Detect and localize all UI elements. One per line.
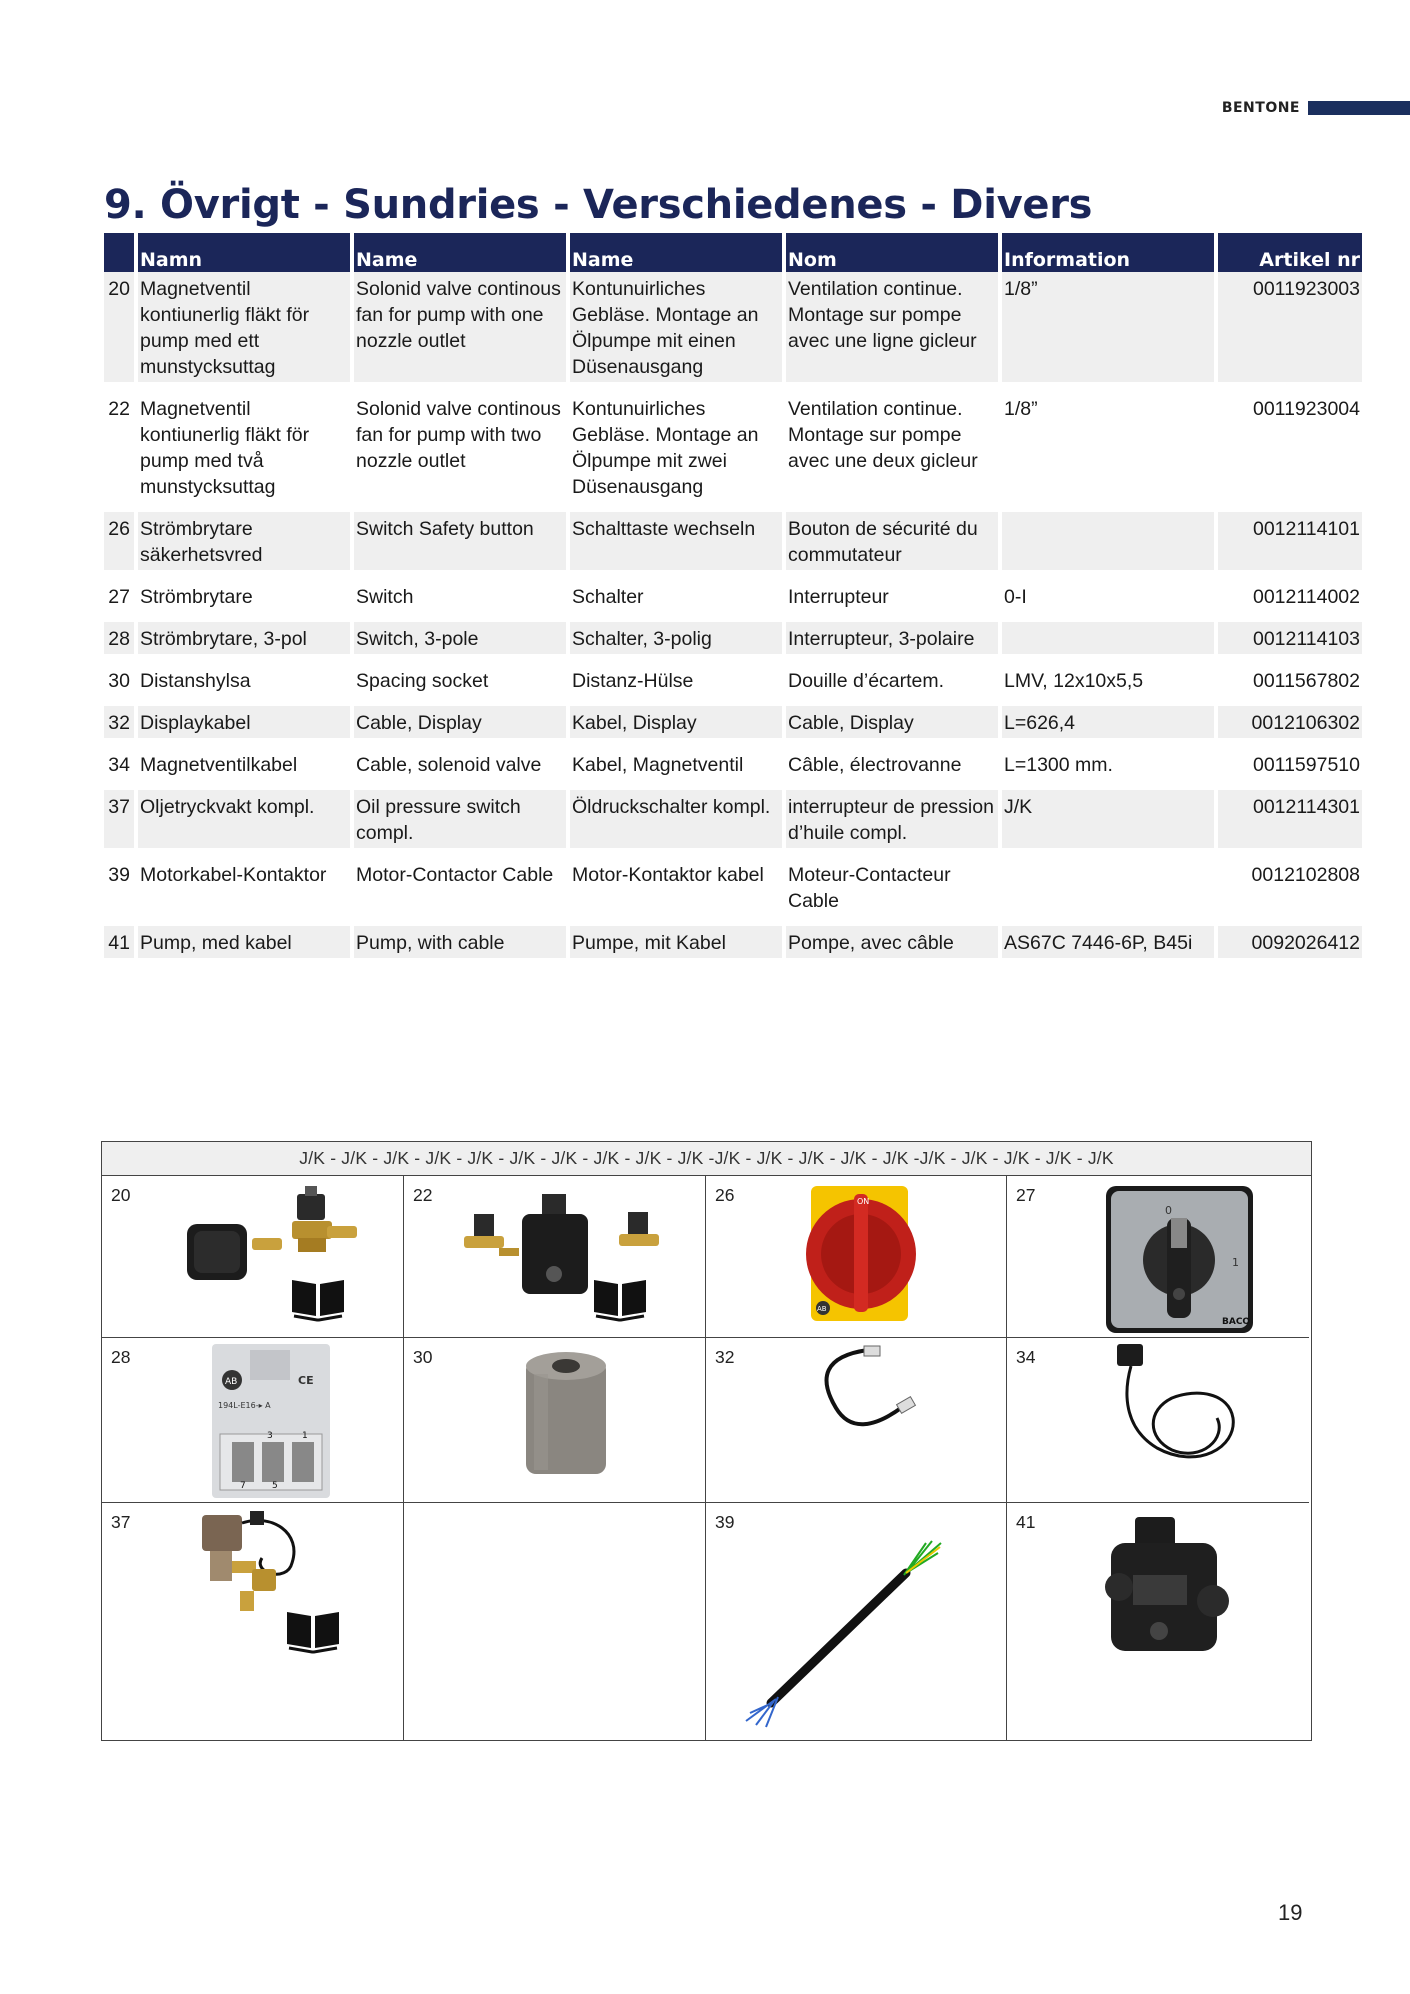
header-nr [104, 233, 134, 272]
spacer-cell [786, 916, 998, 926]
spacer-cell [138, 502, 350, 512]
information-cell [1002, 858, 1214, 916]
coiled-cable-shape [1127, 1366, 1233, 1457]
article-number-cell: 0011597510 [1252, 754, 1360, 776]
spacer-cell [104, 848, 134, 858]
row-spacer [104, 654, 1362, 664]
name-de-cell: Kabel, Magnetventil [572, 754, 744, 776]
spacer-cell [1002, 738, 1214, 748]
name-en-cell: Cable, Display [354, 706, 566, 738]
spacer-cell [138, 570, 350, 580]
model-text: 194L-E16-▸ A [218, 1401, 271, 1410]
name-en-cell: Pump, with cable [354, 926, 566, 958]
mark-1-text: 1 [1232, 1256, 1239, 1269]
spacer-cell [570, 848, 782, 858]
spacer-cell [104, 654, 134, 664]
spacer-cell [1218, 738, 1362, 748]
name-en-cell: Spacing socket [356, 670, 489, 692]
item-number-cell: 22 [108, 398, 130, 420]
spacer-cell [138, 382, 350, 392]
information-cell: 1/8” [1004, 398, 1038, 420]
spacer-cell [1002, 612, 1214, 622]
name-en-cell: Switch Safety button [354, 512, 566, 570]
header-namn: Namn [138, 233, 350, 272]
spacer-cell [1218, 848, 1362, 858]
spacer-cell [1002, 502, 1214, 512]
gallery-cell-label: 27 [1016, 1185, 1036, 1205]
name-fr-cell: Ventilation continue. Montage sur pompe avec une deux gicleur [788, 398, 978, 472]
spacer-cell [354, 780, 566, 790]
information-cell: L=1300 mm. [1004, 754, 1113, 776]
table-row [104, 748, 1362, 780]
table-row [104, 622, 1362, 654]
spacer-cell [354, 570, 566, 580]
gallery-cell-label: 20 [111, 1185, 131, 1205]
cable-shape [771, 1573, 906, 1703]
manual-book-icon [594, 1280, 646, 1320]
gallery-grid [102, 1176, 1311, 1740]
gallery-cell-26 [706, 1176, 1007, 1338]
spacer-cell [570, 570, 782, 580]
name-en-cell: Switch [356, 586, 414, 608]
cable-shape [827, 1350, 901, 1424]
spacer-cell [1218, 696, 1362, 706]
brand-bar [1308, 101, 1410, 115]
table-row [104, 790, 1362, 848]
name-fr-cell: Moteur-Contacteur Cable [788, 864, 951, 912]
spacer-cell [1218, 612, 1362, 622]
spacer-cell [354, 654, 566, 664]
spacer-cell [1218, 780, 1362, 790]
spacer-cell [570, 780, 782, 790]
name-en-cell: Motor-Contactor Cable [356, 864, 554, 886]
item-number-cell: 39 [108, 864, 130, 886]
name-fr-cell: Douille d’écartem. [788, 670, 945, 692]
name-sv-cell: Displaykabel [138, 706, 350, 738]
article-number-cell: 0012102808 [1251, 864, 1360, 886]
spacer-cell [138, 696, 350, 706]
name-de-cell: Kabel, Display [570, 706, 782, 738]
gallery-cell-22 [404, 1176, 706, 1338]
spacer-cell [786, 696, 998, 706]
spacer-cell [354, 696, 566, 706]
name-sv-cell: Magnetventil kontiunerlig fläkt för pump med ett munstycksuttag [138, 272, 350, 382]
information-cell [1002, 622, 1214, 654]
table-row [104, 926, 1362, 958]
page-number: 19 [1278, 1900, 1303, 1925]
name-fr-cell: interrupteur de pression d’huile compl. [786, 790, 998, 848]
t7-text: 7 [240, 1481, 246, 1491]
spacer-cell [570, 654, 782, 664]
item-number-cell: 20 [104, 272, 134, 382]
pump-body-shape [522, 1214, 588, 1294]
spacer-cell [138, 654, 350, 664]
spacer-cell [354, 848, 566, 858]
tee-fitting-shape [252, 1569, 276, 1591]
spacer-cell [786, 382, 998, 392]
gallery-cell-label: 22 [413, 1185, 433, 1205]
gallery-cell-label: 26 [715, 1185, 735, 1205]
table-header-row [104, 233, 1362, 272]
handle-shape [854, 1194, 868, 1312]
pump-body-shape [187, 1224, 247, 1280]
name-sv-cell: Motorkabel-Kontaktor [140, 864, 327, 886]
item-number-cell: 37 [104, 790, 134, 848]
baco-text: BACO [1222, 1317, 1251, 1327]
spacer-cell [104, 612, 134, 622]
spacer-cell [786, 848, 998, 858]
oil-pump-photo [1007, 1503, 1309, 1740]
article-number-cell: 0012114101 [1218, 512, 1362, 570]
name-en-cell: Cable, solenoid valve [356, 754, 542, 776]
gallery-cell-30 [404, 1338, 706, 1503]
gallery-cell-32 [706, 1338, 1007, 1503]
name-fr-cell: Interrupteur [788, 586, 889, 608]
header-nom: Nom [786, 233, 998, 272]
manual-book-icon [287, 1612, 339, 1652]
name-sv-cell: Strömbrytare [140, 586, 253, 608]
row-spacer [104, 612, 1362, 622]
ab-logo-text: AB [817, 1305, 827, 1313]
name-en-cell: Switch, 3-pole [354, 622, 566, 654]
oil-pressure-switch-photo [102, 1503, 404, 1740]
header-name-en: Name [354, 233, 566, 272]
spacer-cell [570, 696, 782, 706]
name-de-cell: Kontunuirliches Gebläse. Montage an Ölpumpe mit einen Düsenausgang [570, 272, 782, 382]
table-row [104, 706, 1362, 738]
row-spacer [104, 916, 1362, 926]
spacer-cell [138, 738, 350, 748]
spacer-cell [1218, 502, 1362, 512]
wire-ends-shape [746, 1697, 778, 1727]
spacer-cell [786, 654, 998, 664]
name-sv-cell: Magnetventil kontiunerlig fläkt för pump med två munstycksuttag [140, 398, 310, 498]
name-de-cell: Kontunuirliches Gebläse. Montage an Ölpumpe mit zwei Düsenausgang [572, 398, 759, 498]
manual-book-icon [292, 1280, 344, 1320]
table-row [104, 580, 1362, 612]
spacer-cell [138, 916, 350, 926]
spacer-cell [1002, 780, 1214, 790]
spacer-cell [570, 916, 782, 926]
spacer-cell [570, 502, 782, 512]
gallery-cell-label: 34 [1016, 1347, 1036, 1367]
spacer-cell [1002, 382, 1214, 392]
name-de-cell: Schalter [572, 586, 644, 608]
row-spacer [104, 848, 1362, 858]
coil-shape [1135, 1517, 1175, 1547]
table-row [104, 858, 1362, 916]
spacer-cell [1218, 382, 1362, 392]
name-fr-cell: Câble, électrovanne [788, 754, 962, 776]
brand [1222, 100, 1410, 116]
name-sv-cell: Distanshylsa [140, 670, 251, 692]
name-de-cell: Pumpe, mit Kabel [570, 926, 782, 958]
spacer-cell [104, 738, 134, 748]
name-sv-cell: Magnetventilkabel [140, 754, 298, 776]
name-fr-cell: Cable, Display [786, 706, 998, 738]
gallery-header: J/K - J/K - J/K - J/K - J/K - J/K - J/K - J/K - J/K - J/K -J/K - J/K - J/K - J/K - J/K -J/K - J/K - J/K - J/K - J/K [102, 1142, 1311, 1176]
row-spacer [104, 696, 1362, 706]
article-number-cell: 0011567802 [1252, 670, 1360, 692]
page-title: 9. Övrigt - Sundries - Verschiedenes - Divers [104, 182, 1093, 228]
information-cell: J/K [1002, 790, 1214, 848]
gallery-cell-label: 30 [413, 1347, 433, 1367]
spacer-cell [786, 502, 998, 512]
name-fr-cell: Pompe, avec câble [786, 926, 998, 958]
name-sv-cell: Pump, med kabel [138, 926, 350, 958]
item-number-cell: 26 [104, 512, 134, 570]
name-de-cell: Öldruckschalter kompl. [570, 790, 782, 848]
item-number-cell: 32 [104, 706, 134, 738]
spacer-cell [354, 916, 566, 926]
item-number-cell: 41 [104, 926, 134, 958]
article-number-cell: 0011923004 [1252, 398, 1360, 420]
name-en-cell: Solonid valve continous fan for pump with two nozzle outlet [356, 398, 561, 472]
spacer-cell [1002, 654, 1214, 664]
article-number-cell: 0012106302 [1218, 706, 1362, 738]
spacer-cell [104, 780, 134, 790]
information-cell: 0-I [1004, 586, 1027, 608]
spacer-cell [786, 570, 998, 580]
spacer-cell [570, 382, 782, 392]
article-number-cell: 0092026412 [1218, 926, 1362, 958]
on-text: ON [857, 1197, 870, 1206]
article-number-cell: 0012114002 [1252, 586, 1360, 608]
name-sv-cell: Strömbrytare, 3-pol [138, 622, 350, 654]
parts-gallery [101, 1141, 1312, 1741]
spacer-cell [570, 738, 782, 748]
information-cell: 1/8” [1002, 272, 1214, 382]
spacer-cell [104, 696, 134, 706]
spacer-cell [1002, 570, 1214, 580]
name-de-cell: Schalter, 3-polig [570, 622, 782, 654]
name-de-cell: Distanz-Hülse [572, 670, 694, 692]
gallery-cell-label: 28 [111, 1347, 131, 1367]
spacer-cell [1002, 848, 1214, 858]
t1-text: 1 [302, 1431, 308, 1441]
motor-contactor-cable-photo [706, 1503, 1008, 1740]
plug-shape [1117, 1344, 1143, 1366]
t5-text: 5 [272, 1481, 278, 1491]
spacer-cell [138, 780, 350, 790]
table-row [104, 512, 1362, 570]
coil-shape [297, 1186, 325, 1220]
spacer-cell [104, 570, 134, 580]
mark-0-text: 0 [1165, 1204, 1172, 1217]
name-en-cell: Oil pressure switch compl. [354, 790, 566, 848]
spacer-cell [138, 612, 350, 622]
ab-logo-text: AB [225, 1377, 238, 1387]
gallery-cell-label: 39 [715, 1512, 735, 1532]
parts-table [100, 233, 1366, 958]
gallery-cell-34 [1007, 1338, 1309, 1503]
item-number-cell: 28 [104, 622, 134, 654]
spacer-cell [786, 780, 998, 790]
article-number-cell: 0012114103 [1218, 622, 1362, 654]
name-fr-cell: Ventilation continue. Montage sur pompe avec une ligne gicleur [786, 272, 998, 382]
name-sv-cell: Strömbrytare säkerhetsvred [138, 512, 350, 570]
article-number-cell: 0012114301 [1218, 790, 1362, 848]
spacer-cell [1218, 916, 1362, 926]
gallery-cell-empty [404, 1503, 706, 1740]
table-row [104, 272, 1362, 382]
spacer-cell [354, 382, 566, 392]
name-sv-cell: Oljetryckvakt kompl. [138, 790, 350, 848]
information-cell: LMV, 12x10x5,5 [1004, 670, 1144, 692]
spacer-cell [786, 612, 998, 622]
spacer-cell [354, 738, 566, 748]
item-number-cell: 30 [108, 670, 130, 692]
gallery-cell-label: 41 [1016, 1512, 1036, 1532]
name-en-cell: Solonid valve continous fan for pump with one nozzle outlet [354, 272, 566, 382]
name-de-cell: Motor-Kontaktor kabel [572, 864, 764, 886]
spacer-cell [354, 612, 566, 622]
item-number-cell: 27 [108, 586, 130, 608]
gallery-cell-28 [102, 1338, 404, 1503]
name-fr-cell: Interrupteur, 3-polaire [786, 622, 998, 654]
spacer-cell [138, 848, 350, 858]
spacer-cell [1002, 916, 1214, 926]
brand-name: BENTONE [1221, 100, 1300, 116]
row-spacer [104, 738, 1362, 748]
information-cell [1002, 512, 1214, 570]
brass-fittings-shape [252, 1221, 357, 1252]
header-artikel-nr: Artikel nr [1218, 233, 1362, 272]
row-spacer [104, 570, 1362, 580]
spacer-cell [104, 916, 134, 926]
row-spacer [104, 382, 1362, 392]
spacer-cell [570, 612, 782, 622]
spacer-cell [1218, 654, 1362, 664]
name-de-cell: Schalttaste wechseln [570, 512, 782, 570]
row-spacer [104, 780, 1362, 790]
spacer-cell [1002, 696, 1214, 706]
gallery-cell-20 [102, 1176, 404, 1338]
spacer-cell [1218, 570, 1362, 580]
information-cell: AS67C 7446-6P, B45i [1002, 926, 1214, 958]
gallery-cell-41 [1007, 1503, 1309, 1740]
information-cell: L=626,4 [1002, 706, 1214, 738]
header-information: Information [1002, 233, 1214, 272]
gallery-cell-39 [706, 1503, 1007, 1740]
item-number-cell: 34 [108, 754, 130, 776]
gallery-cell-label: 37 [111, 1512, 131, 1532]
spacer-cell [104, 502, 134, 512]
ce-text: CE [298, 1374, 314, 1387]
row-spacer [104, 502, 1362, 512]
gallery-cell-27 [1007, 1176, 1309, 1338]
header-name-de: Name [570, 233, 782, 272]
gallery-cell-label: 32 [715, 1347, 735, 1367]
t3-text: 3 [267, 1431, 273, 1441]
pressure-switch-body-shape [202, 1515, 242, 1551]
table-row [104, 664, 1362, 696]
spacer-cell [354, 502, 566, 512]
table-row [104, 392, 1362, 502]
spacer-cell [786, 738, 998, 748]
spacer-cell [104, 382, 134, 392]
name-fr-cell: Bouton de sécurité du commutateur [786, 512, 998, 570]
article-number-cell: 0011923003 [1218, 272, 1362, 382]
gallery-cell-37 [102, 1503, 404, 1740]
